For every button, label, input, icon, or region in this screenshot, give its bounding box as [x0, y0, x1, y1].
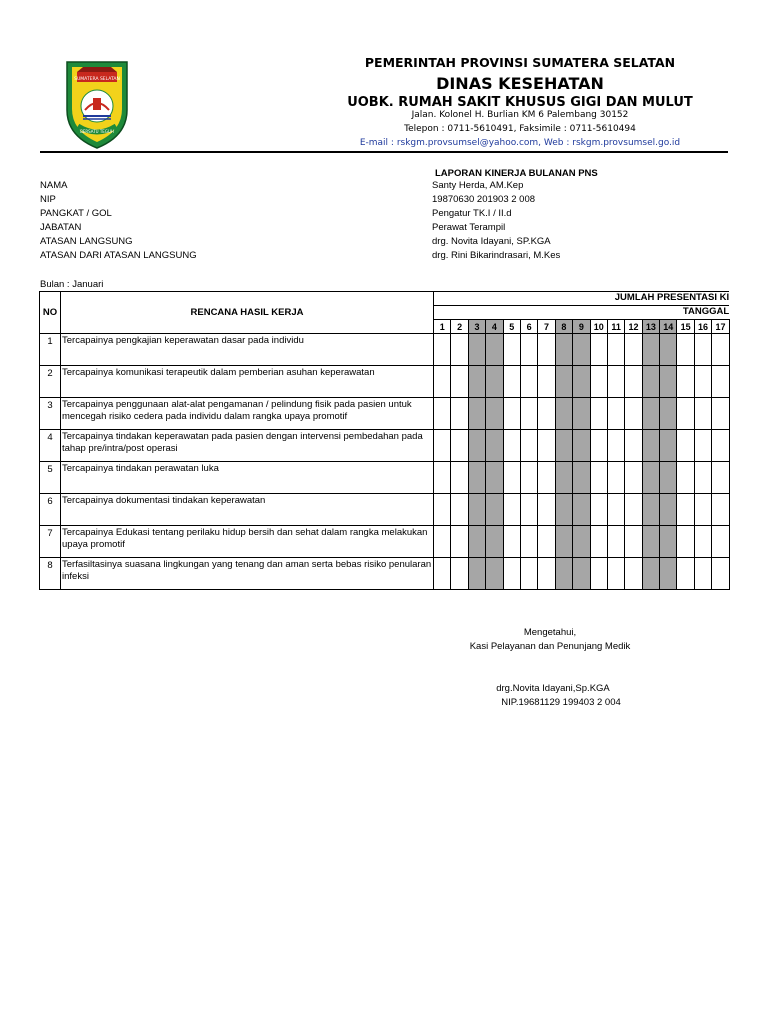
day-entry-cell[interactable] — [434, 398, 451, 430]
day-entry-cell[interactable] — [555, 366, 572, 398]
work-plan-text: Tercapainya tindakan perawatan luka — [61, 462, 434, 494]
day-entry-cell[interactable] — [573, 526, 590, 558]
column-header-jumlah: JUMLAH PRESENTASI KI — [434, 292, 730, 306]
day-entry-cell[interactable] — [486, 334, 503, 366]
day-header-cell: 16 — [694, 320, 711, 334]
day-entry-cell[interactable] — [434, 558, 451, 590]
day-entry-cell[interactable] — [486, 462, 503, 494]
value-pangkat: Pengatur TK.I / II.d — [432, 208, 512, 219]
day-entry-cell[interactable] — [677, 366, 694, 398]
day-entry-cell[interactable] — [434, 430, 451, 462]
day-entry-cell[interactable] — [451, 462, 468, 494]
day-entry-cell[interactable] — [607, 334, 624, 366]
day-entry-cell[interactable] — [555, 334, 572, 366]
day-entry-cell[interactable] — [694, 558, 711, 590]
day-entry-cell[interactable] — [486, 398, 503, 430]
day-entry-cell[interactable] — [694, 462, 711, 494]
row-number: 5 — [40, 462, 61, 494]
day-entry-cell[interactable] — [712, 430, 729, 462]
day-entry-cell[interactable] — [677, 526, 694, 558]
day-entry-cell[interactable] — [486, 494, 503, 526]
day-entry-cell[interactable] — [607, 526, 624, 558]
day-entry-cell[interactable] — [503, 494, 520, 526]
day-entry-cell[interactable] — [538, 398, 555, 430]
day-entry-cell[interactable] — [712, 462, 729, 494]
day-entry-cell[interactable] — [712, 398, 729, 430]
work-plan-table — [39, 291, 730, 590]
label-nip: NIP — [40, 194, 56, 205]
day-entry-cell[interactable] — [660, 334, 677, 366]
logo-top-text: SUMATERA SELATAN — [74, 77, 120, 82]
day-entry-cell[interactable] — [555, 526, 572, 558]
row-number: 1 — [40, 334, 61, 366]
day-entry-cell[interactable] — [434, 526, 451, 558]
day-header-cell: 9 — [573, 320, 590, 334]
day-entry-cell[interactable] — [642, 494, 659, 526]
day-entry-cell[interactable] — [555, 558, 572, 590]
day-entry-cell[interactable] — [434, 334, 451, 366]
day-entry-cell[interactable] — [590, 494, 607, 526]
day-entry-cell[interactable] — [520, 558, 537, 590]
day-entry-cell[interactable] — [642, 334, 659, 366]
day-entry-cell[interactable] — [607, 430, 624, 462]
day-entry-cell[interactable] — [468, 398, 485, 430]
day-entry-cell[interactable] — [555, 430, 572, 462]
day-entry-cell[interactable] — [573, 366, 590, 398]
day-entry-cell[interactable] — [468, 558, 485, 590]
day-entry-cell[interactable] — [625, 462, 642, 494]
day-entry-cell[interactable] — [607, 462, 624, 494]
day-entry-cell[interactable] — [468, 494, 485, 526]
day-header-cell: 4 — [486, 320, 503, 334]
day-header-cell: 11 — [607, 320, 624, 334]
day-entry-cell[interactable] — [677, 334, 694, 366]
day-entry-cell[interactable] — [590, 334, 607, 366]
day-entry-cell[interactable] — [468, 430, 485, 462]
day-entry-cell[interactable] — [694, 398, 711, 430]
day-entry-cell[interactable] — [468, 366, 485, 398]
month-label: Bulan : Januari — [40, 279, 104, 290]
value-atasan: drg. Novita Idayani, SP.KGA — [432, 236, 551, 247]
table-row — [40, 430, 730, 462]
day-entry-cell[interactable] — [607, 494, 624, 526]
day-entry-cell[interactable] — [660, 462, 677, 494]
day-entry-cell[interactable] — [538, 366, 555, 398]
work-plan-text: Tercapainya komunikasi terapeutik dalam pemberian asuhan keperawatan — [61, 366, 434, 398]
signer-position: Kasi Pelayanan dan Penunjang Medik — [469, 641, 631, 652]
day-entry-cell[interactable] — [573, 398, 590, 430]
day-header-cell: 1 — [434, 320, 451, 334]
day-header-cell: 12 — [625, 320, 642, 334]
day-entry-cell[interactable] — [625, 398, 642, 430]
day-header-cell: 15 — [677, 320, 694, 334]
row-number: 6 — [40, 494, 61, 526]
day-entry-cell[interactable] — [538, 494, 555, 526]
day-entry-cell[interactable] — [642, 430, 659, 462]
day-entry-cell[interactable] — [538, 334, 555, 366]
day-entry-cell[interactable] — [468, 526, 485, 558]
day-entry-cell[interactable] — [520, 462, 537, 494]
value-atasan-atasan: drg. Rini Bikarindrasari, M.Kes — [432, 250, 561, 261]
day-entry-cell[interactable] — [451, 398, 468, 430]
day-entry-cell[interactable] — [486, 366, 503, 398]
day-header-cell: 2 — [451, 320, 468, 334]
signer-nip: NIP.19681129 199403 2 004 — [501, 697, 621, 708]
row-number: 3 — [40, 398, 61, 430]
phone-line: Telepon : 0711-5610491, Faksimile : 0711-5610494 — [404, 124, 636, 134]
label-atasan: ATASAN LANGSUNG — [40, 236, 133, 247]
work-plan-text: Tercapainya Edukasi tentang perilaku hidup bersih dan sehat dalam rangka melakukan upaya promotif — [61, 526, 434, 558]
day-entry-cell[interactable] — [486, 558, 503, 590]
day-entry-cell[interactable] — [538, 558, 555, 590]
day-entry-cell[interactable] — [694, 526, 711, 558]
report-title: LAPORAN KINERJA BULANAN PNS — [435, 168, 598, 179]
day-entry-cell[interactable] — [503, 334, 520, 366]
day-entry-cell[interactable] — [712, 558, 729, 590]
day-entry-cell[interactable] — [555, 462, 572, 494]
day-entry-cell[interactable] — [677, 462, 694, 494]
day-entry-cell[interactable] — [451, 366, 468, 398]
day-entry-cell[interactable] — [538, 430, 555, 462]
day-entry-cell[interactable] — [451, 526, 468, 558]
table-row — [40, 366, 730, 398]
day-entry-cell[interactable] — [451, 558, 468, 590]
label-jabatan: JABATAN — [40, 222, 82, 233]
day-entry-cell[interactable] — [660, 526, 677, 558]
day-entry-cell[interactable] — [625, 526, 642, 558]
day-header-cell: 7 — [538, 320, 555, 334]
day-header-cell: 13 — [642, 320, 659, 334]
day-entry-cell[interactable] — [660, 366, 677, 398]
day-entry-cell[interactable] — [642, 526, 659, 558]
day-entry-cell[interactable] — [660, 494, 677, 526]
day-entry-cell[interactable] — [625, 334, 642, 366]
day-entry-cell[interactable] — [590, 462, 607, 494]
day-entry-cell[interactable] — [660, 430, 677, 462]
day-entry-cell[interactable] — [434, 366, 451, 398]
value-nama: Santy Herda, AM.Kep — [432, 180, 524, 191]
day-entry-cell[interactable] — [503, 366, 520, 398]
day-entry-cell[interactable] — [451, 430, 468, 462]
day-entry-cell[interactable] — [451, 334, 468, 366]
table-row — [40, 558, 730, 590]
day-entry-cell[interactable] — [555, 398, 572, 430]
row-number: 8 — [40, 558, 61, 590]
email-line: E-mail : rskgm.provsumsel@yahoo.com, Web : rskgm.provsumsel.go.id — [359, 138, 681, 148]
day-entry-cell[interactable] — [677, 494, 694, 526]
day-header-cell: 10 — [590, 320, 607, 334]
row-number: 7 — [40, 526, 61, 558]
day-entry-cell[interactable] — [520, 334, 537, 366]
day-entry-cell[interactable] — [555, 494, 572, 526]
table-row — [40, 334, 730, 366]
day-entry-cell[interactable] — [486, 526, 503, 558]
label-pangkat: PANGKAT / GOL — [40, 208, 112, 219]
day-entry-cell[interactable] — [590, 558, 607, 590]
column-header-tanggal: TANGGAL — [434, 306, 730, 320]
day-entry-cell[interactable] — [607, 558, 624, 590]
day-entry-cell[interactable] — [503, 462, 520, 494]
work-plan-text: Tercapainya pengkajian keperawatan dasar pada individu — [61, 334, 434, 366]
day-entry-cell[interactable] — [642, 558, 659, 590]
day-header-cell: 6 — [520, 320, 537, 334]
day-entry-cell[interactable] — [573, 558, 590, 590]
day-entry-cell[interactable] — [625, 558, 642, 590]
day-entry-cell[interactable] — [590, 366, 607, 398]
day-entry-cell[interactable] — [486, 430, 503, 462]
day-entry-cell[interactable] — [503, 430, 520, 462]
work-plan-text: Tercapainya dokumentasi tindakan keperawatan — [61, 494, 434, 526]
day-entry-cell[interactable] — [590, 398, 607, 430]
day-entry-cell[interactable] — [712, 334, 729, 366]
day-entry-cell[interactable] — [607, 398, 624, 430]
table-row — [40, 494, 730, 526]
row-number: 2 — [40, 366, 61, 398]
day-entry-cell[interactable] — [520, 494, 537, 526]
day-entry-cell[interactable] — [694, 494, 711, 526]
address-line: Jalan. Kolonel H. Burlian KM 6 Palembang 30152 — [411, 110, 629, 120]
day-entry-cell[interactable] — [434, 462, 451, 494]
day-entry-cell[interactable] — [625, 366, 642, 398]
day-entry-cell[interactable] — [660, 558, 677, 590]
day-entry-cell[interactable] — [538, 462, 555, 494]
day-entry-cell[interactable] — [694, 334, 711, 366]
day-entry-cell[interactable] — [503, 558, 520, 590]
day-entry-cell[interactable] — [642, 366, 659, 398]
row-number: 4 — [40, 430, 61, 462]
work-plan-text: Tercapainya penggunaan alat-alat pengamanan / pelindung fisik pada pasien untuk mencegah risiko cedera pada individu dalam rangka upaya promotif — [61, 398, 434, 430]
day-header-cell: 14 — [660, 320, 677, 334]
logo-bottom-text: BERSATU TEGUH — [80, 129, 114, 134]
day-entry-cell[interactable] — [520, 398, 537, 430]
day-entry-cell[interactable] — [694, 430, 711, 462]
label-nama: NAMA — [40, 180, 68, 191]
department-heading: DINAS KESEHATAN — [436, 74, 604, 93]
day-entry-cell[interactable] — [712, 494, 729, 526]
day-entry-cell[interactable] — [642, 462, 659, 494]
day-entry-cell[interactable] — [694, 366, 711, 398]
day-entry-cell[interactable] — [573, 462, 590, 494]
value-nip: 19870630 201903 2 008 — [432, 194, 536, 205]
day-entry-cell[interactable] — [503, 398, 520, 430]
day-entry-cell[interactable] — [538, 526, 555, 558]
day-entry-cell[interactable] — [590, 526, 607, 558]
value-jabatan: Perawat Terampil — [432, 222, 506, 233]
day-entry-cell[interactable] — [590, 430, 607, 462]
label-atasan-atasan: ATASAN DARI ATASAN LANGSUNG — [40, 250, 197, 261]
work-plan-text: Terfasiltasinya suasana lingkungan yang tenang dan aman serta bebas risiko penularan infeksi — [61, 558, 434, 590]
day-header-cell: 5 — [503, 320, 520, 334]
day-header-cell: 3 — [468, 320, 485, 334]
day-entry-cell[interactable] — [607, 366, 624, 398]
day-entry-cell[interactable] — [677, 398, 694, 430]
hospital-heading: UOBK. RUMAH SAKIT KHUSUS GIGI DAN MULUT — [347, 95, 693, 110]
day-header-cell: 17 — [712, 320, 729, 334]
day-entry-cell[interactable] — [520, 430, 537, 462]
province-emblem-logo — [63, 58, 131, 150]
day-entry-cell[interactable] — [712, 366, 729, 398]
day-entry-cell[interactable] — [451, 494, 468, 526]
day-entry-cell[interactable] — [625, 430, 642, 462]
day-entry-cell[interactable] — [503, 526, 520, 558]
day-entry-cell[interactable] — [468, 462, 485, 494]
work-plan-text: Tercapainya tindakan keperawatan pada pasien dengan intervensi pembedahan pada tahap pre/intra/post operasi — [61, 430, 434, 462]
table-row — [40, 462, 730, 494]
day-entry-cell[interactable] — [468, 334, 485, 366]
signer-name: drg.Novita Idayani,Sp.KGA — [496, 683, 610, 694]
acknowledged-label: Mengetahui, — [523, 627, 577, 638]
day-entry-cell[interactable] — [573, 494, 590, 526]
day-entry-cell[interactable] — [712, 526, 729, 558]
column-header-no: NO — [40, 292, 61, 334]
day-entry-cell[interactable] — [642, 398, 659, 430]
day-entry-cell[interactable] — [520, 526, 537, 558]
day-entry-cell[interactable] — [625, 494, 642, 526]
day-entry-cell[interactable] — [573, 430, 590, 462]
day-entry-cell[interactable] — [520, 366, 537, 398]
day-entry-cell[interactable] — [677, 558, 694, 590]
day-entry-cell[interactable] — [677, 430, 694, 462]
table-row — [40, 398, 730, 430]
day-header-cell: 8 — [555, 320, 572, 334]
government-heading: PEMERINTAH PROVINSI SUMATERA SELATAN — [364, 55, 676, 70]
day-entry-cell[interactable] — [573, 334, 590, 366]
column-header-rencana: RENCANA HASIL KERJA — [61, 292, 434, 334]
table-row — [40, 526, 730, 558]
header-divider — [40, 151, 728, 153]
day-entry-cell[interactable] — [660, 398, 677, 430]
day-entry-cell[interactable] — [434, 494, 451, 526]
